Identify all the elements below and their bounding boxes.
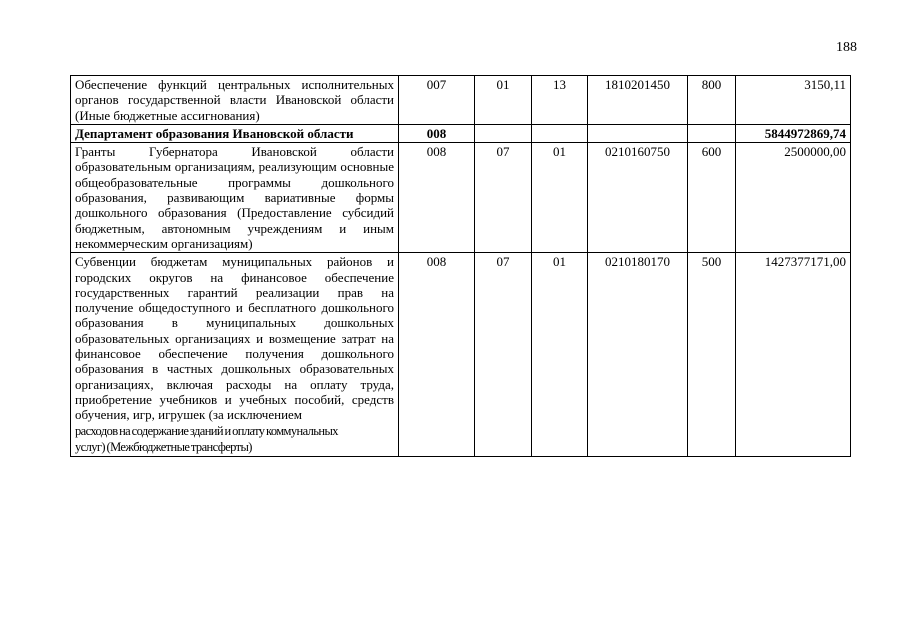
subsection-code: 01 <box>532 143 588 253</box>
target-article-code: 0210160750 <box>588 143 688 253</box>
row-name-line: расходов на содержание зданий и оплату коммунальных <box>75 423 338 438</box>
row-name-main: Субвенции бюджетам муниципальных районов и городских округов на финансовое обеспечение государственных гарантий реализации прав на получение общедоступного и бесплатного дошкольного образования в муниципальных дошкольных образовательных организациях и возмещение затрат на финансовое обеспечение получения дошкольного образования в частных дошкольных образовательных организациях, включая расходы на оплату труда, приобретение учебников и учебных пособий, средств обучения, игр, игрушек (за исключением <box>75 254 394 423</box>
section-code: 07 <box>475 143 532 253</box>
amount: 2500000,00 <box>736 143 851 253</box>
row-name: Обеспечение функций центральных исполнительных органов государственной власти Ивановской области (Иные бюджетные ассигнования) <box>71 76 399 125</box>
section-code: 07 <box>475 253 532 457</box>
row-name <box>71 253 399 457</box>
target-article-code <box>588 124 688 142</box>
table-row <box>71 143 851 253</box>
section-code <box>475 124 532 142</box>
amount: 3150,11 <box>736 76 851 125</box>
row-name: Департамент образования Ивановской области <box>71 124 399 142</box>
subsection-code: 01 <box>532 253 588 457</box>
amount: 1427377171,00 <box>736 253 851 457</box>
ministry-code: 007 <box>399 76 475 125</box>
expense-type-code: 600 <box>688 143 736 253</box>
expense-type-code <box>688 124 736 142</box>
row-name: Гранты Губернатора Ивановской области образовательным организациям, реализующим основные общеобразовательные программы дошкольного образования, развивающим вариативные формы дошкольного образования (Предоставление субсидий бюджетным, автономным учреждениям и иным некоммерческим организациям) <box>71 143 399 253</box>
expense-type-code: 500 <box>688 253 736 457</box>
table-row <box>71 253 851 457</box>
row-name-line: услуг) (Межбюджетные трансферты) <box>75 439 252 454</box>
target-article-code: 0210180170 <box>588 253 688 457</box>
table-row-department <box>71 124 851 142</box>
subsection-code <box>532 124 588 142</box>
ministry-code: 008 <box>399 124 475 142</box>
budget-table <box>70 75 851 457</box>
table-row <box>71 76 851 125</box>
subsection-code: 13 <box>532 76 588 125</box>
section-code: 01 <box>475 76 532 125</box>
amount: 5844972869,74 <box>736 124 851 142</box>
ministry-code: 008 <box>399 253 475 457</box>
expense-type-code: 800 <box>688 76 736 125</box>
ministry-code: 008 <box>399 143 475 253</box>
target-article-code: 1810201450 <box>588 76 688 125</box>
page-number: 188 <box>836 40 857 55</box>
